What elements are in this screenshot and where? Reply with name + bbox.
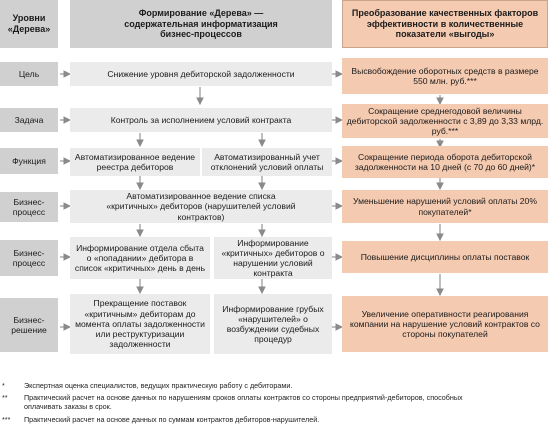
footnote-1-text: Экспертная оценка специалистов, ведущих практическую работу с дебиторами. [24, 381, 293, 390]
function-benefit [342, 146, 548, 178]
level-process-1 [0, 192, 58, 222]
header-levels [0, 0, 58, 48]
level-task [0, 108, 58, 132]
level-process-2-text: Бизнес-процесс [12, 247, 46, 268]
task-benefit-text: Сокращение среднегодовой величины дебиторской задолженности с 3,89 до 3,33 млрд. руб.*** [346, 105, 544, 137]
level-solution [0, 298, 58, 352]
header-right [342, 0, 548, 48]
process-2-box-1 [70, 237, 210, 279]
level-function [0, 148, 58, 174]
process-2-benefit-text: Повышение дисциплины оплаты поставок [360, 251, 530, 262]
solution-box-2 [214, 294, 332, 354]
header-center-text: Формирование «Дерева» — содержательная информатизация бизнес-процессов [124, 7, 278, 40]
footnote-1-mark: * [2, 381, 5, 390]
footnote-2-text: Практический расчет на основе данных по нарушениям сроков оплаты контрактов со стороны предприятий-дебиторов, способных оплачивать заказы в срок. [24, 393, 463, 411]
task-benefit [342, 104, 548, 138]
footnote-3 [2, 415, 548, 424]
process-1-benefit [342, 190, 548, 223]
task-text: Контроль за исполнением условий контракта [110, 114, 292, 125]
header-right-text: Преобразование качественных факторов эффективности в количественные показатели «выгоды» [351, 7, 539, 40]
level-function-text: Функция [12, 155, 46, 166]
footnote-3-mark: *** [2, 415, 11, 424]
function-text-2: Автоматизированный учет отклонений условий оплаты [210, 151, 324, 172]
solution-benefit-text: Увеличение оперативности реагирования компании на нарушение условий контрактов со стороны покупателей [350, 308, 540, 340]
goal-text: Снижение уровня дебиторской задолженности [107, 68, 295, 79]
process-2-box-2 [214, 237, 332, 279]
process-2-text-1: Информирование отдела сбыта о «попадании» дебитора в список «критичных» день в день [74, 242, 206, 274]
level-process-2 [0, 240, 58, 276]
process-1-text: Автоматизированное ведение списка «критичных» дебиторов (нарушителей условий контрактов) [106, 191, 296, 222]
footnote-1 [2, 381, 548, 390]
function-box-2 [202, 148, 332, 176]
goal-benefit-text: Высвобождение оборотных средств в размере 550 млн. руб.*** [351, 65, 539, 86]
level-goal [0, 62, 58, 86]
function-benefit-text: Сокращение периода оборота дебиторской задолженности на 10 дней (с 70 до 60 дней)* [354, 151, 536, 172]
solution-text-1: Прекращение поставок «критичным» дебиторам до момента оплаты задолженности или реструктуризации задолженности [75, 298, 205, 350]
level-task-text: Задача [14, 114, 44, 125]
level-goal-text: Цель [18, 68, 40, 79]
solution-benefit [342, 296, 548, 352]
header-levels-text: Уровни «Дерева» [7, 13, 51, 34]
footnote-2 [2, 393, 548, 411]
task-box [70, 108, 332, 132]
solution-text-2: Информирование грубых «нарушителей» о возбуждении судебных процедур [222, 303, 324, 345]
level-solution-text: Бизнес-решение [11, 314, 47, 335]
solution-box-1 [70, 294, 210, 354]
function-box-1 [70, 148, 200, 176]
process-2-text-2: Информирование «критичных» дебиторов о нарушении условий контракта [221, 237, 325, 279]
header-center [70, 0, 332, 48]
process-1-benefit-text: Уменьшение нарушений условий оплаты 20% покупателей* [353, 196, 537, 217]
footnote-3-text: Практический расчет на основе данных по суммам контрактов дебиторов-нарушителей. [24, 415, 320, 424]
function-text-1: Автоматизированное ведение реестра дебиторов [74, 151, 196, 172]
footnote-2-mark: ** [2, 393, 8, 402]
level-process-1-text: Бизнес-процесс [12, 196, 46, 217]
goal-box [70, 62, 332, 86]
process-1-box [70, 190, 332, 223]
goal-benefit [342, 58, 548, 94]
process-2-benefit [342, 241, 548, 273]
